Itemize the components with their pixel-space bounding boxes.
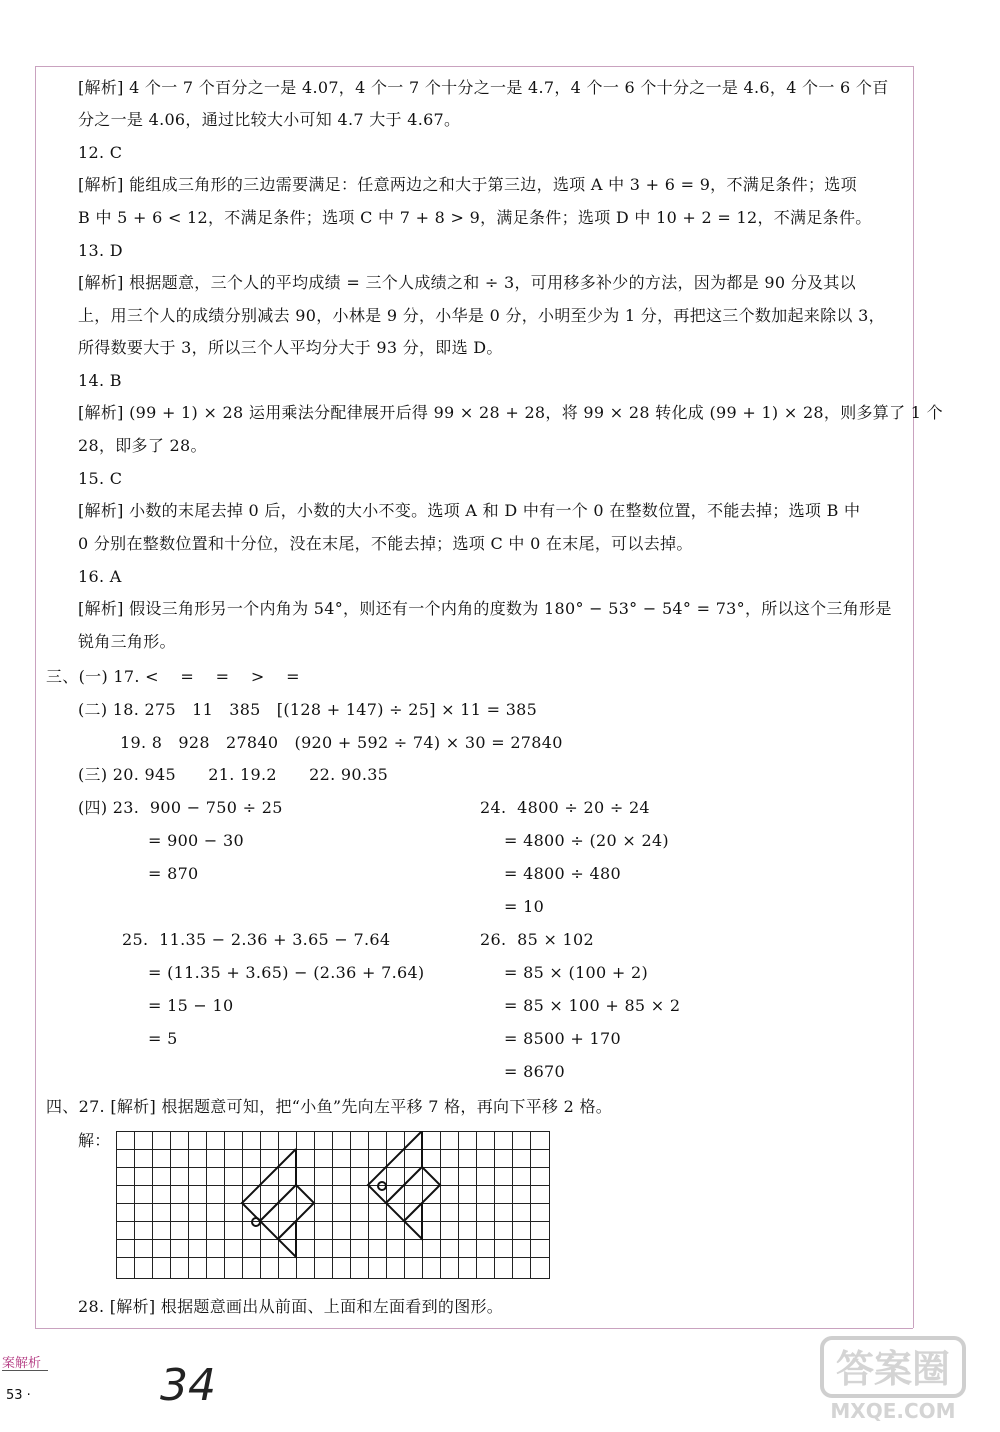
calc-line: = 85 × (100 + 2) [504, 963, 649, 982]
calc-line: = 15 − 10 [148, 996, 234, 1015]
section-four-line: 四、27. [解析] 根据题意可知，把“小鱼”先向左平移 7 格，再向下平移 2 格。 [46, 1097, 613, 1116]
calc-line: = 5 [148, 1029, 178, 1048]
text-line: 分之一是 4.06，通过比较大小可知 4.7 大于 4.67。 [78, 110, 461, 129]
text-line: [解析] 4 个一 7 个百分之一是 4.07，4 个一 7 个十分之一是 4.7，4 个一 6 个十分之一是 4.6，4 个一 6 个百 [78, 78, 889, 97]
calc-line: = 8500 + 170 [504, 1029, 621, 1048]
answer-line: 12. C [78, 143, 123, 162]
text-line: 28，即多了 28。 [78, 436, 207, 455]
text-line: 上，用三个人的成绩分别减去 90，小林是 9 分，小华是 0 分，小明至少为 1 分，再把这三个数加起来除以 3， [78, 306, 885, 325]
calc-line: = 870 [148, 864, 199, 883]
calc-line: = 4800 ÷ (20 × 24) [504, 831, 669, 850]
answer-line: (二) 18. 275 11 385 [(128 + 147) ÷ 25] × 11 = 385 [78, 700, 538, 719]
text-line: [解析] 能组成三角形的三边需要满足：任意两边之和大于第三边，选项 A 中 3 + 6 = 9，不满足条件；选项 [78, 175, 857, 194]
calc-line: = 10 [504, 897, 545, 916]
solution-label: 解： [78, 1131, 111, 1150]
calc-line: = 900 − 30 [148, 831, 244, 850]
page-number: 53 · [6, 1388, 31, 1403]
calc-line: 26. 85 × 102 [480, 930, 594, 949]
text-line: [解析] 假设三角形另一个内角为 54°，则还有一个内角的度数为 180° − 53° − 54° = 73°，所以这个三角形是 [78, 599, 892, 618]
answer-line: 19. 8 928 27840 (920 + 592 ÷ 74) × 30 = 27840 [120, 733, 563, 752]
grid-lines [116, 1131, 550, 1279]
footer-tag: 案解析 [2, 1356, 42, 1371]
watermark-logo [818, 1330, 968, 1425]
calc-line: 25. 11.35 − 2.36 + 3.65 − 7.64 [122, 930, 391, 949]
fish-translation-grid [116, 1131, 550, 1279]
calc-line: = 4800 ÷ 480 [504, 864, 621, 883]
footer-divider [2, 1370, 48, 1371]
calc-line: (四) 23. 900 − 750 ÷ 25 [78, 798, 283, 817]
answer-line: 15. C [78, 469, 123, 488]
answer-line: 13. D [78, 241, 123, 260]
page-frame-top [35, 66, 913, 67]
answer-line: (三) 20. 945 21. 19.2 22. 90.35 [78, 765, 389, 784]
page-frame-bottom [35, 1328, 913, 1329]
calc-line: = 8670 [504, 1062, 566, 1081]
text-line: B 中 5 + 6 < 12，不满足条件；选项 C 中 7 + 8 > 9，满足条件；选项 D 中 10 + 2 = 12，不满足条件。 [78, 208, 872, 227]
text-line: 28. [解析] 根据题意画出从前面、上面和左面看到的图形。 [78, 1297, 504, 1316]
text-line: [解析] 小数的末尾去掉 0 后，小数的大小不变。选项 A 和 D 中有一个 0 在整数位置，不能去掉；选项 B 中 [78, 501, 861, 520]
page-frame-right [913, 66, 914, 1328]
text-line: [解析] 根据题意，三个人的平均成绩 = 三个人成绩之和 ÷ 3，可用移多补少的方法，因为都是 90 分及其以 [78, 273, 856, 292]
svg-text:MXQE.COM: MXQE.COM [830, 1399, 956, 1423]
calc-line: = (11.35 + 3.65) − (2.36 + 7.64) [148, 963, 425, 982]
answer-line: 14. B [78, 371, 122, 390]
page-frame-left [35, 66, 36, 1328]
answer-line: 16. A [78, 567, 122, 586]
text-line: 锐角三角形。 [78, 632, 176, 651]
text-line: 所得数要大于 3，所以三个人平均分大于 93 分，即选 D。 [78, 338, 503, 357]
text-line: 0 分别在整数位置和十分位，没在末尾，不能去掉；选项 C 中 0 在末尾，可以去掉。 [78, 534, 693, 553]
svg-text:答案圈: 答案圈 [835, 1347, 951, 1391]
section-three-line: 三、(一) 17. < = = > = [46, 667, 300, 686]
calc-line: = 85 × 100 + 85 × 2 [504, 996, 681, 1015]
handwritten-number: 34 [160, 1360, 216, 1411]
text-line: [解析] (99 + 1) × 28 运用乘法分配律展开后得 99 × 28 + 28，将 99 × 28 转化成 (99 + 1) × 28，则多算了 1 个 [78, 403, 943, 422]
calc-line: 24. 4800 ÷ 20 ÷ 24 [480, 798, 650, 817]
